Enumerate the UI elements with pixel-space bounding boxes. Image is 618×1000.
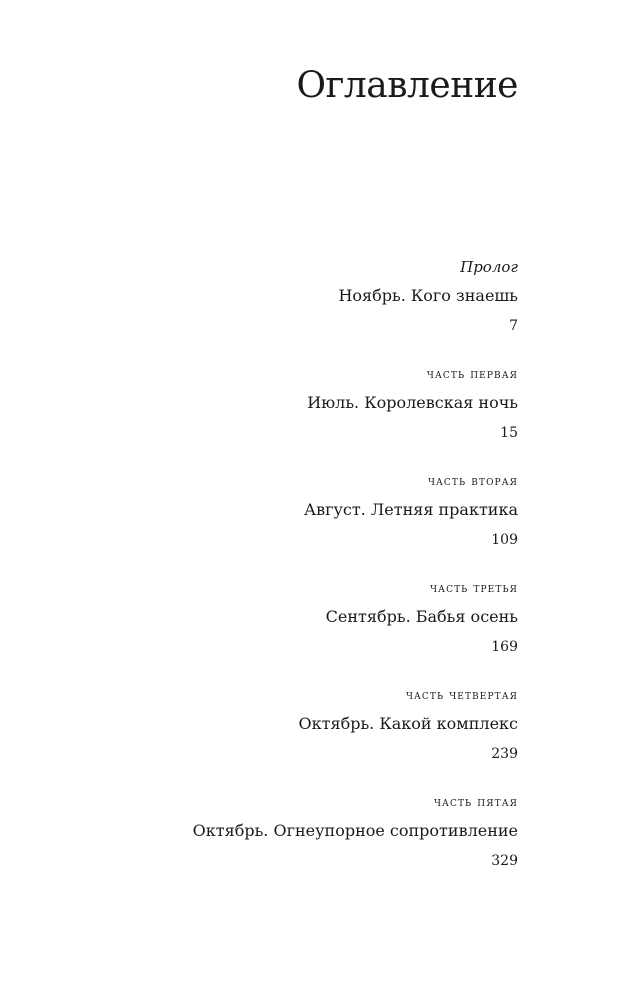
entry-label: часть пятая (433, 794, 518, 809)
page-number: 109 (491, 532, 518, 548)
entry-label: часть третья (430, 580, 518, 595)
chapter-title: Август. Летняя практика (303, 500, 518, 519)
chapter-title: Октябрь. Огнеупорное сопротивление (192, 821, 518, 840)
toc-entry-part-5 (98, 789, 518, 896)
entry-label: часть первая (426, 366, 518, 381)
entry-label: Пролог (460, 258, 518, 276)
chapter-title: Ноябрь. Кого знаешь (338, 286, 518, 305)
chapter-title: Июль. Королевская ночь (307, 393, 518, 412)
toc-entry-part-1 (98, 361, 518, 468)
chapter-title: Сентябрь. Бабья осень (325, 607, 518, 626)
toc-entry-prologue (98, 254, 518, 361)
entry-label: часть четвертая (405, 687, 518, 702)
toc-entry-part-4 (98, 682, 518, 789)
toc-entry-part-2 (98, 468, 518, 575)
table-of-contents (98, 254, 518, 896)
page-number: 15 (500, 425, 518, 441)
toc-entry-part-3 (98, 575, 518, 682)
page-number: 239 (491, 746, 518, 762)
page-number: 169 (491, 639, 518, 655)
page-title: Оглавление (296, 65, 518, 106)
page-number: 7 (509, 318, 518, 334)
page-number: 329 (491, 853, 518, 869)
chapter-title: Октябрь. Какой комплекс (298, 714, 518, 733)
entry-label: часть вторая (427, 473, 518, 488)
